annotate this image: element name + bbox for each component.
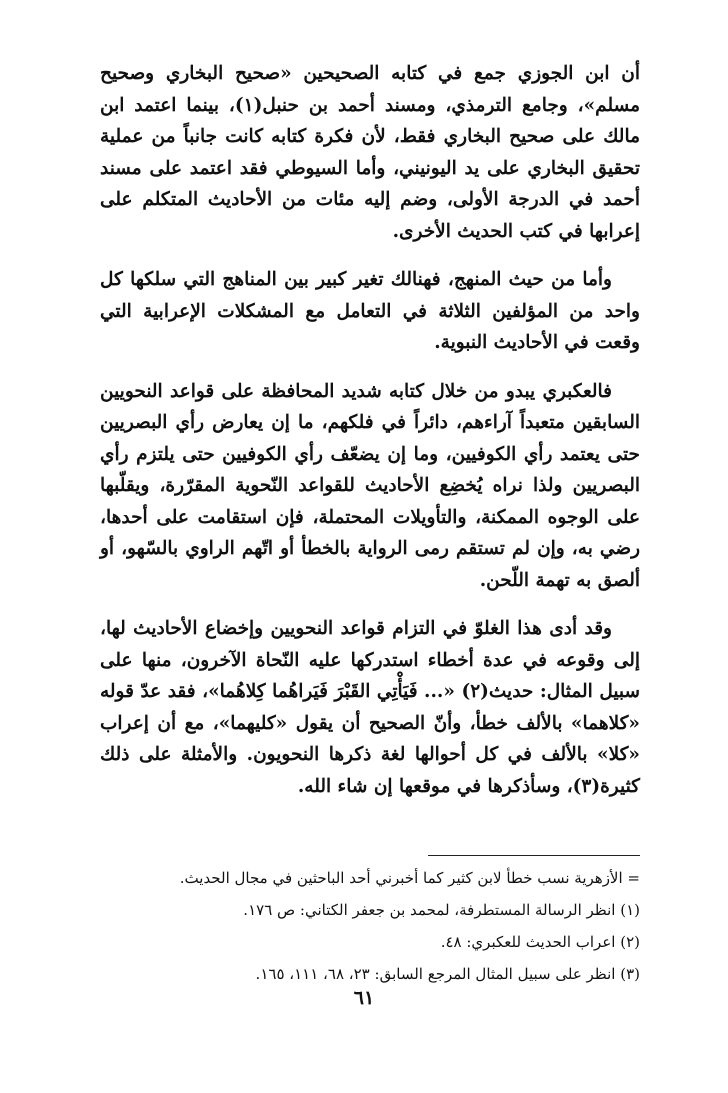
footnotes (100, 862, 640, 990)
footnote-1: (١) انظر الرسالة المستطرفة، لمحمد بن جعفر الكتاني: ص ١٧٦. (243, 901, 640, 919)
main-text (100, 58, 640, 819)
page-number: ٦١ (353, 987, 375, 1009)
footnote-divider (428, 855, 640, 856)
footnote-continuation: = الأزهرية نسب خطأ لابن كثير كما أخبرني أحد الباحثين في مجال الحديث. (179, 869, 640, 887)
paragraph-4: وقد أدى هذا الغلوّ في التزام قواعد النحويين وإخضاع الأحاديث لها، إلى وقوعه في عدة أخطاء استدركها عليه النّحاة الآخرون، منها على سبيل المثال: حديث(٢) «... فَيَأْتِي القَبْرَ فَيَراهُما كِلاهُما»، فقد عدّ قوله «كلاهما» بالألف خطأ، وأنّ الصحيح أن يقول «كليهما»، مع أن إعراب «كلا» بالألف في كل أحوالها لغة ذكرها النحويون. والأمثلة على ذلك كثيرة(٣)، وسأذكرها في موقعها إن شاء الله. (100, 618, 641, 797)
paragraph-3: فالعكبري يبدو من خلال كتابه شديد المحافظة على قواعد النحويين السابقين متعبداً آراءهم، دائراً في فلكهم، ما إن يعارض رأي البصريين حتى يعتمد رأي الكوفيين، وما إن يضعّف رأي الكوفيين حتى يلتزم رأي البصريين ولذا نراه يُخضِع الأحاديث للقواعد النّحوية المقرّرة، ويقلّبها على الوجوه الممكنة، والتأويلات المحتملة، فإن استقامت على أحدها، رضي به، وإن لم تستقم رمى الرواية بالخطأ أو اتّهم الراوي بالسّهو، أو ألصق به تهمة اللّحن. (100, 380, 640, 591)
footnote-3: (٣) انظر على سبيل المثال المرجع السابق: ٢٣، ٦٨، ١١١، ١٦٥. (255, 965, 640, 983)
footnote-2: (٢) اعراب الحديث للعكبري: ٤٨. (440, 933, 640, 951)
paragraph-2: وأما من حيث المنهج، فهنالك تغير كبير بين المناهج التي سلكها كل واحد من المؤلفين الثلاثة في التعامل مع المشكلات الإعرابية التي وقعت في الأحاديث النبوية. (100, 269, 640, 353)
paragraph-1: أن ابن الجوزي جمع في كتابه الصحيحين «صحيح البخاري وصحيح مسلم»، وجامع الترمذي، ومسند أحمد بن حنبل(١)، بينما اعتمد ابن مالك على صحيح البخاري فقط، لأن فكرة كتابه كانت جانباً من عملية تحقيق البخاري على يد اليونيني، وأما السيوطي فقد اعتمد على مسند أحمد في الدرجة الأولى، وضم إليه مئات من الأحاديث المتكلم على إعرابها في كتب الحديث الأخرى. (100, 63, 640, 242)
